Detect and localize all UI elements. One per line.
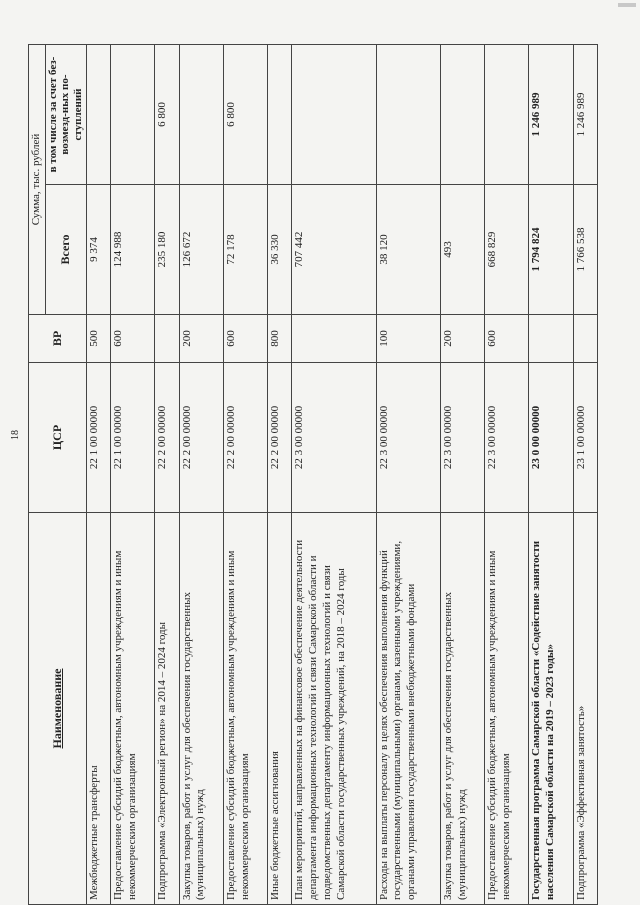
row-vr: 600 bbox=[110, 315, 154, 363]
row-name: Иные бюджетные ассигнования bbox=[268, 513, 292, 905]
row-total: 72 178 bbox=[223, 185, 267, 315]
row-name: Подпрограмма «Эффективная занятость» bbox=[573, 513, 597, 905]
row-csr: 22 3 00 00000 bbox=[485, 363, 529, 513]
row-total: 1 766 538 bbox=[573, 185, 597, 315]
page-number: 18 bbox=[10, 430, 21, 440]
row-vr: 600 bbox=[223, 315, 267, 363]
row-name: Предоставление субсидий бюджетным, автономным учреждениям и иным некоммерческим организациям bbox=[110, 513, 154, 905]
table-row bbox=[86, 45, 110, 905]
table-header bbox=[29, 45, 87, 905]
row-csr: 22 1 00 00000 bbox=[110, 363, 154, 513]
header-sum-group: Сумма, тыс. рублей bbox=[29, 45, 46, 315]
row-csr: 22 3 00 00000 bbox=[440, 363, 484, 513]
scan-mark bbox=[618, 3, 636, 7]
rotated-page-content bbox=[28, 45, 598, 905]
row-name: Закупка товаров, работ и услуг для обеспечения государственных (муниципальных) нужд bbox=[179, 513, 223, 905]
table-row bbox=[155, 45, 179, 905]
row-vr bbox=[573, 315, 597, 363]
row-total: 126 672 bbox=[179, 185, 223, 315]
row-vr: 200 bbox=[440, 315, 484, 363]
table-row bbox=[485, 45, 529, 905]
row-csr: 22 2 00 00000 bbox=[179, 363, 223, 513]
row-incl: 6 800 bbox=[223, 45, 267, 185]
row-name: Государственная программа Самарской области «Содействие занятости населения Самарской области на 2019 – 2023 годы» bbox=[529, 513, 573, 905]
row-name: Предоставление субсидий бюджетным, автономным учреждениям и иным некоммерческим организациям bbox=[223, 513, 267, 905]
row-incl bbox=[376, 45, 440, 185]
row-incl bbox=[268, 45, 292, 185]
header-name: Наименование bbox=[29, 513, 87, 905]
row-name: План мероприятий, направленных на финансовое обеспечение деятельности департамента информационных технологий и связи Самарской области и подведомственных департаменту информационных технологий и связи Самарской области государственных учреждений, на 2018 – 2024 годы bbox=[292, 513, 376, 905]
row-incl bbox=[292, 45, 376, 185]
row-csr: 23 0 00 00000 bbox=[529, 363, 573, 513]
table-row bbox=[376, 45, 440, 905]
row-incl bbox=[440, 45, 484, 185]
table-row bbox=[529, 45, 573, 905]
table-row bbox=[440, 45, 484, 905]
header-vr: ВР bbox=[29, 315, 87, 363]
row-total: 707 442 bbox=[292, 185, 376, 315]
row-total: 668 829 bbox=[485, 185, 529, 315]
row-total: 124 988 bbox=[110, 185, 154, 315]
row-vr: 200 bbox=[179, 315, 223, 363]
row-incl: 1 246 989 bbox=[573, 45, 597, 185]
table-row bbox=[292, 45, 376, 905]
row-incl bbox=[179, 45, 223, 185]
row-total: 493 bbox=[440, 185, 484, 315]
row-csr: 23 1 00 00000 bbox=[573, 363, 597, 513]
row-total: 235 180 bbox=[155, 185, 179, 315]
row-incl bbox=[485, 45, 529, 185]
table-body bbox=[86, 45, 597, 905]
table-row bbox=[110, 45, 154, 905]
row-vr: 500 bbox=[86, 315, 110, 363]
row-name: Предоставление субсидий бюджетным, автономным учреждениям и иным некоммерческим организациям bbox=[485, 513, 529, 905]
row-vr bbox=[529, 315, 573, 363]
row-total: 9 374 bbox=[86, 185, 110, 315]
row-csr: 22 1 00 00000 bbox=[86, 363, 110, 513]
row-total: 1 794 824 bbox=[529, 185, 573, 315]
row-vr: 800 bbox=[268, 315, 292, 363]
row-vr: 100 bbox=[376, 315, 440, 363]
row-vr: 600 bbox=[485, 315, 529, 363]
row-vr bbox=[155, 315, 179, 363]
row-incl bbox=[86, 45, 110, 185]
row-vr bbox=[292, 315, 376, 363]
table-row bbox=[223, 45, 267, 905]
table-row bbox=[268, 45, 292, 905]
row-name: Расходы на выплаты персоналу в целях обеспечения выполнения функций государственными (муниципальными) органами, казенными учреждениями, органами управления государственными внебюджетными фондами bbox=[376, 513, 440, 905]
header-csr: ЦСР bbox=[29, 363, 87, 513]
table-row bbox=[573, 45, 597, 905]
row-total: 38 120 bbox=[376, 185, 440, 315]
row-csr: 22 2 00 00000 bbox=[268, 363, 292, 513]
row-csr: 22 3 00 00000 bbox=[292, 363, 376, 513]
row-incl: 6 800 bbox=[155, 45, 179, 185]
budget-table bbox=[28, 44, 598, 905]
header-total: Всего bbox=[45, 185, 86, 315]
row-name: Закупка товаров, работ и услуг для обеспечения государственных (муниципальных) нужд bbox=[440, 513, 484, 905]
row-incl bbox=[110, 45, 154, 185]
row-total: 36 330 bbox=[268, 185, 292, 315]
row-csr: 22 3 00 00000 bbox=[376, 363, 440, 513]
row-incl: 1 246 989 bbox=[529, 45, 573, 185]
header-incl: в том числе за счет без-возмезд-ных по-ступлений bbox=[45, 45, 86, 185]
row-name: Подпрограмма «Электронный регион» на 2014 – 2024 годы bbox=[155, 513, 179, 905]
row-csr: 22 2 00 00000 bbox=[155, 363, 179, 513]
row-name: Межбюджетные трансферты bbox=[86, 513, 110, 905]
row-csr: 22 2 00 00000 bbox=[223, 363, 267, 513]
table-row bbox=[179, 45, 223, 905]
